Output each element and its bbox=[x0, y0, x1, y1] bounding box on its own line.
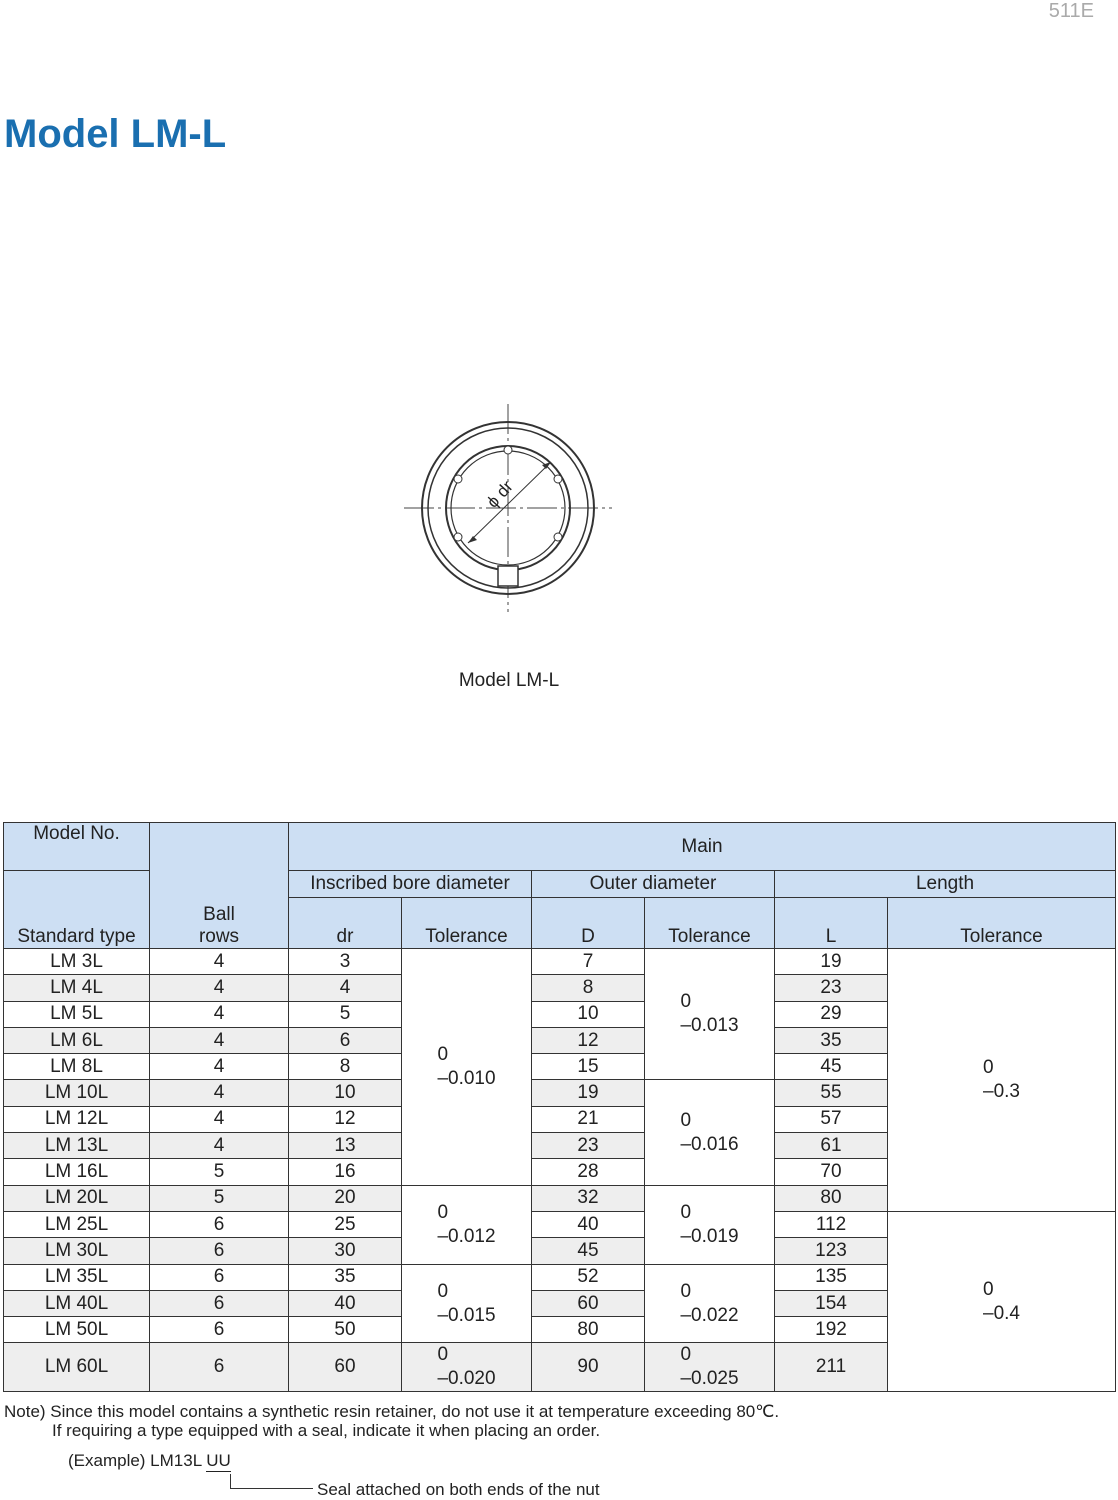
cell-l: 154 bbox=[775, 1290, 888, 1316]
cell-d: 8 bbox=[532, 975, 645, 1001]
cell-l: 61 bbox=[775, 1133, 888, 1159]
cell-d: 40 bbox=[532, 1211, 645, 1237]
cell-l: 70 bbox=[775, 1159, 888, 1185]
cell-l: 45 bbox=[775, 1054, 888, 1080]
dimension-label: ϕ dr bbox=[483, 477, 517, 512]
cell-d: 12 bbox=[532, 1027, 645, 1053]
cell-dr: 8 bbox=[289, 1054, 402, 1080]
cell-d-tolerance bbox=[645, 1264, 775, 1343]
cell-dr: 35 bbox=[289, 1264, 402, 1290]
cell-ball-rows: 4 bbox=[150, 949, 289, 975]
cell-l: 135 bbox=[775, 1264, 888, 1290]
cell-ball-rows: 4 bbox=[150, 1001, 289, 1027]
cell-d: 90 bbox=[532, 1343, 645, 1392]
cell-ball-rows: 4 bbox=[150, 1054, 289, 1080]
cell-d-tolerance bbox=[645, 1080, 775, 1185]
cell-l: 57 bbox=[775, 1106, 888, 1132]
header-l-tolerance: Tolerance bbox=[888, 898, 1116, 949]
cell-ball-rows: 6 bbox=[150, 1343, 289, 1392]
cell-dr: 40 bbox=[289, 1290, 402, 1316]
header-l: L bbox=[775, 898, 888, 949]
figure-caption: Model LM-L bbox=[458, 670, 560, 691]
cell-model: LM 3L bbox=[4, 949, 150, 975]
cell-model: LM 8L bbox=[4, 1054, 150, 1080]
cell-dr: 3 bbox=[289, 949, 402, 975]
cell-dr-tolerance bbox=[402, 1343, 532, 1392]
cell-ball-rows: 6 bbox=[150, 1290, 289, 1316]
cell-dr: 16 bbox=[289, 1159, 402, 1185]
cell-d-tolerance bbox=[645, 1343, 775, 1392]
cell-ball-rows: 4 bbox=[150, 1027, 289, 1053]
cell-l: 123 bbox=[775, 1238, 888, 1264]
cell-model: LM 20L bbox=[4, 1185, 150, 1211]
cell-dr: 4 bbox=[289, 975, 402, 1001]
tolerance-upper: 0 bbox=[983, 1056, 994, 1078]
cell-model: LM 50L bbox=[4, 1317, 150, 1343]
seal-description: Seal attached on both ends of the nut bbox=[317, 1480, 600, 1499]
example-prefix: (Example) LM13L bbox=[68, 1451, 202, 1470]
header-d-tolerance: Tolerance bbox=[645, 898, 775, 949]
header-outer-diameter: Outer diameter bbox=[532, 871, 775, 898]
cell-ball-rows: 6 bbox=[150, 1317, 289, 1343]
tolerance-lower: –0.019 bbox=[680, 1225, 739, 1247]
cell-model: LM 5L bbox=[4, 1001, 150, 1027]
order-example bbox=[68, 1451, 231, 1471]
tolerance-lower: –0.025 bbox=[680, 1368, 739, 1390]
tolerance-lower: –0.020 bbox=[437, 1368, 496, 1390]
header-ball-rows bbox=[150, 823, 289, 949]
cell-dr: 25 bbox=[289, 1211, 402, 1237]
bushing-cross-section-figure bbox=[400, 400, 616, 616]
cell-dr: 6 bbox=[289, 1027, 402, 1053]
cell-dr: 30 bbox=[289, 1238, 402, 1264]
tolerance-lower: –0.3 bbox=[983, 1080, 1020, 1102]
cell-d: 19 bbox=[532, 1080, 645, 1106]
tolerance-upper: 0 bbox=[680, 991, 692, 1013]
cell-ball-rows: 6 bbox=[150, 1211, 289, 1237]
cell-l: 55 bbox=[775, 1080, 888, 1106]
cell-l: 35 bbox=[775, 1027, 888, 1053]
cell-l: 19 bbox=[775, 949, 888, 975]
cell-l-tolerance bbox=[888, 1211, 1116, 1391]
header-inscribed-bore-diameter: Inscribed bore diameter bbox=[289, 871, 532, 898]
cell-dr-tolerance bbox=[402, 949, 532, 1186]
tolerance-upper: 0 bbox=[680, 1109, 692, 1131]
cell-dr-tolerance bbox=[402, 1185, 532, 1264]
cell-l-tolerance bbox=[888, 949, 1116, 1212]
cell-model: LM 16L bbox=[4, 1159, 150, 1185]
cell-d: 7 bbox=[532, 949, 645, 975]
cell-d-tolerance bbox=[645, 949, 775, 1080]
cell-dr: 12 bbox=[289, 1106, 402, 1132]
cell-d: 23 bbox=[532, 1133, 645, 1159]
temperature-note: Note) Since this model contains a synthetic resin retainer, do not use it at temperature exceeding 80℃. bbox=[4, 1402, 780, 1421]
cell-d: 21 bbox=[532, 1106, 645, 1132]
cell-ball-rows: 5 bbox=[150, 1185, 289, 1211]
tolerance-lower: –0.016 bbox=[680, 1133, 739, 1155]
cell-d: 80 bbox=[532, 1317, 645, 1343]
cell-l: 29 bbox=[775, 1001, 888, 1027]
cell-dr: 10 bbox=[289, 1080, 402, 1106]
cell-ball-rows: 4 bbox=[150, 1106, 289, 1132]
table-row bbox=[4, 949, 1116, 975]
tolerance-upper: 0 bbox=[437, 1043, 449, 1065]
cell-d-tolerance bbox=[645, 1185, 775, 1264]
tolerance-lower: –0.015 bbox=[437, 1304, 496, 1326]
tolerance-lower: –0.010 bbox=[437, 1067, 496, 1089]
cell-model: LM 12L bbox=[4, 1106, 150, 1132]
header-ball-rows-line1: Ball bbox=[203, 904, 235, 925]
specification-table bbox=[3, 822, 1116, 1392]
tolerance-lower: –0.013 bbox=[680, 1015, 739, 1037]
tolerance-upper: 0 bbox=[437, 1280, 449, 1302]
cell-model: LM 40L bbox=[4, 1290, 150, 1316]
cell-dr: 20 bbox=[289, 1185, 402, 1211]
tolerance-upper: 0 bbox=[983, 1278, 994, 1300]
cell-d: 32 bbox=[532, 1185, 645, 1211]
cell-model: LM 4L bbox=[4, 975, 150, 1001]
tolerance-upper: 0 bbox=[680, 1201, 692, 1223]
seal-order-note: If requiring a type equipped with a seal, indicate it when placing an order. bbox=[52, 1421, 601, 1440]
cell-l: 211 bbox=[775, 1343, 888, 1392]
cell-model: LM 10L bbox=[4, 1080, 150, 1106]
cell-ball-rows: 5 bbox=[150, 1159, 289, 1185]
cell-d: 28 bbox=[532, 1159, 645, 1185]
header-standard-type: Standard type bbox=[4, 871, 150, 949]
cell-l: 23 bbox=[775, 975, 888, 1001]
cell-model: LM 60L bbox=[4, 1343, 150, 1392]
cell-dr: 5 bbox=[289, 1001, 402, 1027]
cell-l: 192 bbox=[775, 1317, 888, 1343]
cell-d: 45 bbox=[532, 1238, 645, 1264]
tolerance-upper: 0 bbox=[680, 1280, 692, 1302]
cell-ball-rows: 4 bbox=[150, 1133, 289, 1159]
tolerance-upper: 0 bbox=[680, 1344, 692, 1366]
cell-l: 80 bbox=[775, 1185, 888, 1211]
header-length: Length bbox=[775, 871, 1116, 898]
header-ball-rows-line2: rows bbox=[198, 926, 240, 947]
cell-model: LM 35L bbox=[4, 1264, 150, 1290]
cell-model: LM 25L bbox=[4, 1211, 150, 1237]
cell-ball-rows: 4 bbox=[150, 975, 289, 1001]
example-seal-code: UU bbox=[206, 1451, 231, 1470]
tolerance-upper: 0 bbox=[437, 1344, 449, 1366]
header-dr: dr bbox=[289, 898, 402, 949]
table-row bbox=[4, 1211, 1116, 1237]
cell-model: LM 6L bbox=[4, 1027, 150, 1053]
header-dr-tolerance: Tolerance bbox=[402, 898, 532, 949]
cell-model: LM 30L bbox=[4, 1238, 150, 1264]
header-model-no: Model No. bbox=[4, 823, 150, 871]
tolerance-lower: –0.4 bbox=[983, 1302, 1020, 1324]
cell-d: 15 bbox=[532, 1054, 645, 1080]
tolerance-lower: –0.012 bbox=[437, 1225, 496, 1247]
page-title: Model LM-L bbox=[4, 112, 227, 156]
header-d: D bbox=[532, 898, 645, 949]
header-main: Main bbox=[289, 823, 1116, 871]
cell-dr: 60 bbox=[289, 1343, 402, 1392]
cell-d: 52 bbox=[532, 1264, 645, 1290]
cell-ball-rows: 4 bbox=[150, 1080, 289, 1106]
cell-dr: 13 bbox=[289, 1133, 402, 1159]
cell-ball-rows: 6 bbox=[150, 1264, 289, 1290]
cell-dr: 50 bbox=[289, 1317, 402, 1343]
tolerance-lower: –0.022 bbox=[680, 1304, 739, 1326]
cell-d: 60 bbox=[532, 1290, 645, 1316]
cell-model: LM 13L bbox=[4, 1133, 150, 1159]
cell-ball-rows: 6 bbox=[150, 1238, 289, 1264]
leader-line bbox=[230, 1474, 313, 1489]
cell-d: 10 bbox=[532, 1001, 645, 1027]
cell-l: 112 bbox=[775, 1211, 888, 1237]
tolerance-upper: 0 bbox=[437, 1201, 449, 1223]
bushing-cross-section-drawing bbox=[400, 400, 616, 616]
cell-dr-tolerance bbox=[402, 1264, 532, 1343]
page-number: 511E bbox=[1048, 0, 1094, 22]
